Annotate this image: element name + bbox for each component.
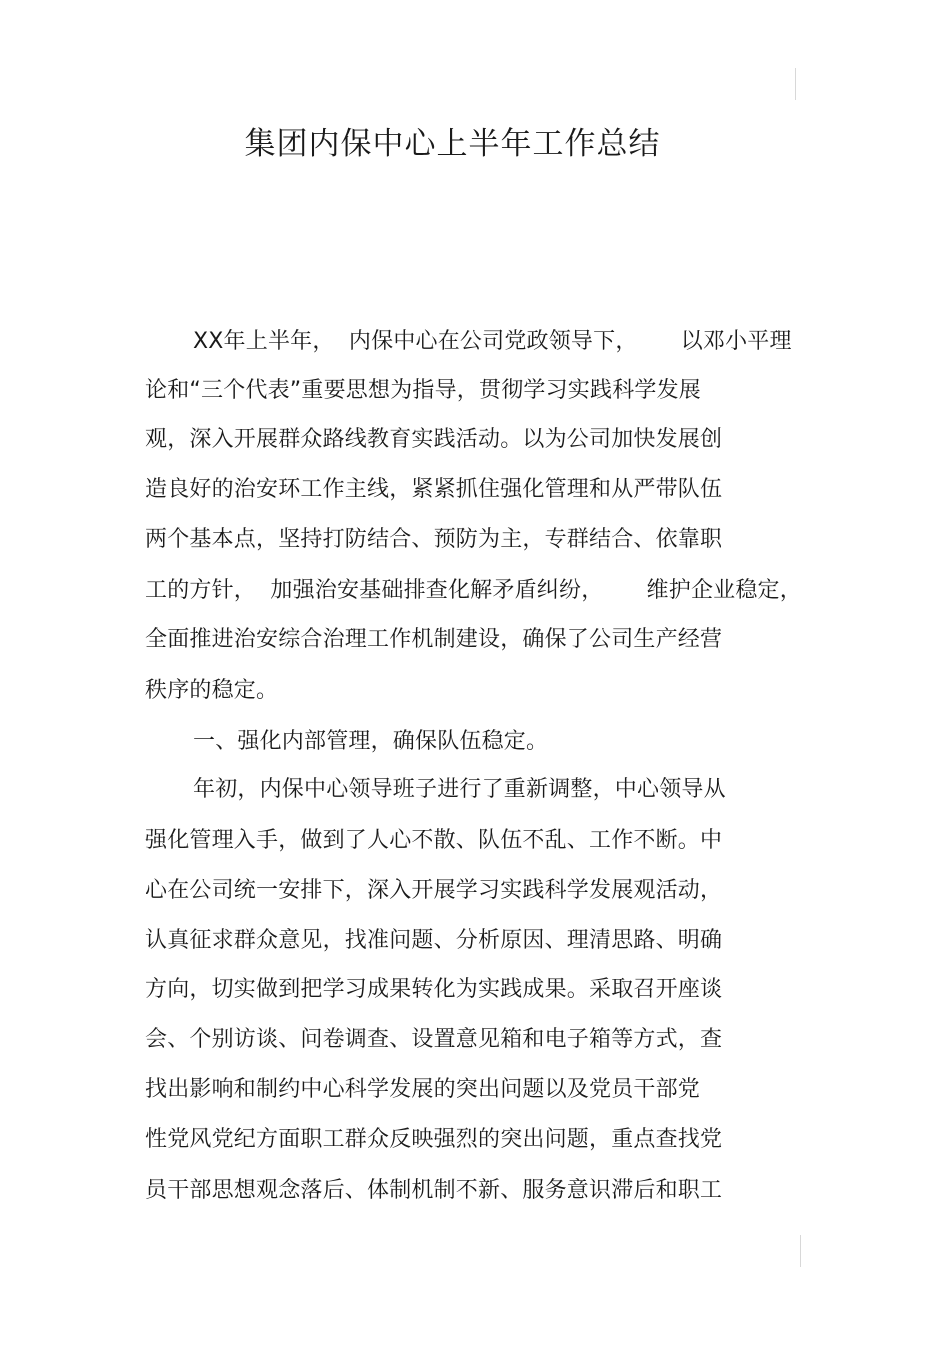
body-line: 论和“三个代表”重要思想为指导，贯彻学习实践科学发展 (145, 378, 701, 403)
body-line: 秩序的稳定。 (145, 678, 279, 703)
body-line: XX年上半年， 内保中心在公司党政领导下， 以邓小平理 (193, 329, 792, 354)
body-line: 观，深入开展群众路线教育实践活动。以为公司加快发展创 (145, 427, 723, 452)
body-line: 造良好的治安环工作主线，紧紧抓住强化管理和从严带队伍 (145, 477, 723, 502)
document-title: 集团内保中心上半年工作总结 (244, 126, 661, 162)
body-line: 认真征求群众意见，找准问题、分析原因、理清思路、明确 (145, 928, 723, 953)
body-line: 员干部思想观念落后、体制机制不新、服务意识滞后和职工 (145, 1178, 723, 1203)
body-line: 强化管理入手，做到了人心不散、队伍不乱、工作不断。中 (145, 828, 723, 853)
page-edge-mark-top (795, 68, 796, 100)
body-line: 年初，内保中心领导班子进行了重新调整，中心领导从 (193, 777, 726, 802)
body-line: 心在公司统一安排下，深入开展学习实践科学发展观活动， (145, 878, 723, 903)
body-line: 找出影响和制约中心科学发展的突出问题以及党员干部党 (145, 1077, 701, 1102)
section-heading: 一、强化内部管理，确保队伍稳定。 (193, 729, 549, 754)
body-line: 方向，切实做到把学习成果转化为实践成果。采取召开座谈 (145, 977, 723, 1002)
body-line: 全面推进治安综合治理工作机制建设，确保了公司生产经营 (145, 627, 723, 652)
body-line: 工的方针， 加强治安基础排查化解矛盾纠纷， 维护企业稳定， (145, 578, 802, 603)
body-line: 会、个别访谈、问卷调查、设置意见箱和电子箱等方式，查 (145, 1027, 723, 1052)
body-line: 两个基本点，坚持打防结合、预防为主，专群结合、依靠职 (145, 527, 723, 552)
body-line: 性党风党纪方面职工群众反映强烈的突出问题，重点查找党 (145, 1127, 723, 1152)
page-edge-mark-bottom (800, 1235, 801, 1267)
